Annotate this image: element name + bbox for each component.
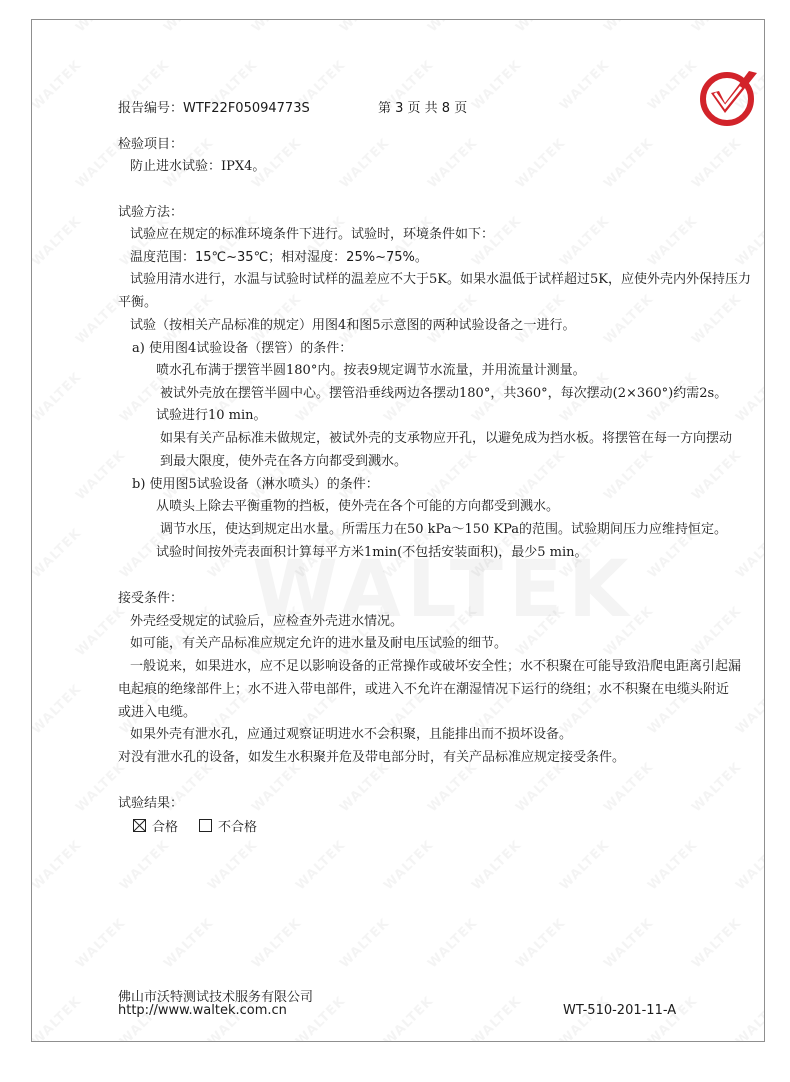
watermark-text bbox=[645, 214, 701, 270]
item-title: 检验项目： bbox=[118, 137, 184, 152]
watermark-text bbox=[513, 136, 569, 192]
watermark-text bbox=[73, 604, 129, 660]
accept-line: 如可能，有关产品标准应规定允许的进水量及耐电压试验的细节。 bbox=[130, 636, 508, 651]
watermark-text bbox=[337, 916, 393, 972]
method-line: 调节水压，使达到规定出水量。所需压力在50 kPa～150 KPa的范围。试验期间压力应维持恒定。 bbox=[160, 522, 728, 537]
watermark-text bbox=[32, 994, 84, 1041]
watermark-text bbox=[689, 760, 745, 816]
watermark-text bbox=[32, 526, 84, 582]
result-fail-label: 不合格 bbox=[218, 820, 258, 835]
method-line: 平衡。 bbox=[118, 295, 158, 310]
checked-box-icon[interactable] bbox=[133, 819, 146, 832]
watermark-text bbox=[337, 760, 393, 816]
watermark-text bbox=[161, 20, 217, 35]
watermark-text bbox=[32, 370, 84, 426]
watermark-text bbox=[601, 604, 657, 660]
result-title: 试验结果： bbox=[118, 796, 184, 811]
report-number: 报告编号：WTF22F05094773S bbox=[118, 101, 310, 116]
method-line: 试验应在规定的标准环境条件下进行。试验时，环境条件如下： bbox=[130, 227, 495, 242]
item-value: 防止进水试验：IPX4。 bbox=[130, 159, 266, 174]
watermark-text bbox=[733, 994, 764, 1041]
watermark-text bbox=[337, 136, 393, 192]
watermark-text bbox=[381, 838, 437, 894]
watermark-text bbox=[513, 760, 569, 816]
watermark-text bbox=[601, 760, 657, 816]
watermark-text bbox=[249, 916, 305, 972]
watermark-text bbox=[249, 20, 305, 35]
watermark-text bbox=[73, 20, 129, 35]
accept-line: 如果外壳有泄水孔，应通过观察证明进水不会积聚，且能排出而不损坏设备。 bbox=[130, 727, 573, 742]
report-page bbox=[31, 19, 765, 1042]
watermark-text bbox=[293, 838, 349, 894]
footer-company: 佛山市沃特测试技术服务有限公司 bbox=[118, 990, 314, 1005]
watermark-text bbox=[513, 604, 569, 660]
watermark-text bbox=[425, 448, 481, 504]
watermark-text bbox=[557, 838, 613, 894]
footer-form-number: WT-510-201-11-A bbox=[563, 1003, 677, 1018]
method-line: a) 使用图4试验设备（摆管）的条件： bbox=[132, 341, 353, 356]
watermark-text bbox=[733, 214, 764, 270]
accept-title: 接受条件： bbox=[118, 591, 184, 606]
watermark-text bbox=[645, 838, 701, 894]
method-line: 被试外壳放在摆管半圆中心。摆管沿垂线两边各摆动180°，共360°，每次摆动(2×360°)约需2s。 bbox=[160, 386, 728, 401]
watermark-text bbox=[601, 916, 657, 972]
accept-line: 电起痕的绝缘部件上；水不进入带电部件，或进入不允许在潮湿情况下运行的绕组；水不积聚在电缆头附近 bbox=[118, 682, 730, 697]
watermark-text bbox=[32, 838, 84, 894]
method-title: 试验方法： bbox=[118, 205, 184, 220]
watermark-text bbox=[32, 58, 84, 114]
result-fail-option[interactable] bbox=[199, 819, 257, 836]
watermark-text bbox=[601, 136, 657, 192]
watermark-text bbox=[689, 136, 745, 192]
watermark-text bbox=[689, 916, 745, 972]
method-line: 试验（按相关产品标准的规定）用图4和图5示意图的两种试验设备之一进行。 bbox=[130, 318, 576, 333]
watermark-text bbox=[469, 58, 525, 114]
watermark-text bbox=[689, 20, 745, 35]
watermark-text bbox=[117, 838, 173, 894]
footer-url[interactable]: http://www.waltek.com.cn bbox=[118, 1003, 287, 1018]
method-line: 到最大限度，使外壳在各方向都受到溅水。 bbox=[160, 454, 408, 469]
watermark-text bbox=[557, 214, 613, 270]
watermark-text bbox=[32, 214, 84, 270]
watermark-text bbox=[601, 292, 657, 348]
method-line: 喷水孔布满于摆管半圆180°内。按表9规定调节水流量，并用流量计测量。 bbox=[156, 363, 586, 378]
method-line: 试验用清水进行，水温与试验时试样的温差应不大于5K。如果水温低于试样超过5K，应使外壳内外保持压力 bbox=[130, 272, 751, 287]
watermark-text bbox=[513, 20, 569, 35]
accept-line: 一般说来，如果进水，应不足以影响设备的正常操作或破坏安全性；水不积聚在可能导致沿爬电距离引起漏 bbox=[130, 659, 742, 674]
result-pass-option[interactable] bbox=[133, 819, 178, 836]
method-line: b) 使用图5试验设备（淋水喷头）的条件： bbox=[132, 477, 379, 492]
accept-line: 或进入电缆。 bbox=[118, 705, 197, 720]
watermark-text bbox=[645, 58, 701, 114]
accept-line: 对没有泄水孔的设备，如发生水积聚并危及带电部分时，有关产品标准应规定接受条件。 bbox=[118, 750, 626, 765]
method-line: 温度范围：15℃~35℃；相对湿度：25%~75%。 bbox=[130, 250, 428, 265]
watermark-text bbox=[249, 760, 305, 816]
watermark-text bbox=[557, 58, 613, 114]
watermark-text bbox=[205, 838, 261, 894]
accept-line: 外壳经受规定的试验后，应检查外壳进水情况。 bbox=[130, 614, 404, 629]
waltek-check-logo-icon bbox=[697, 67, 763, 127]
watermark-text bbox=[689, 448, 745, 504]
watermark-text bbox=[513, 916, 569, 972]
watermark-text bbox=[32, 20, 40, 35]
watermark-text bbox=[513, 448, 569, 504]
watermark-text bbox=[32, 682, 84, 738]
watermark-text bbox=[601, 20, 657, 35]
watermark-text bbox=[337, 20, 393, 35]
watermark-text bbox=[733, 682, 764, 738]
watermark-text bbox=[733, 526, 764, 582]
watermark-text bbox=[601, 448, 657, 504]
watermark-text bbox=[689, 292, 745, 348]
watermark-text bbox=[425, 760, 481, 816]
watermark-text bbox=[733, 838, 764, 894]
watermark-text bbox=[469, 994, 525, 1041]
method-line: 试验时间按外壳表面积计算每平方米1min(不包括安装面积)，最少5 min。 bbox=[156, 545, 588, 560]
watermark-text bbox=[381, 994, 437, 1041]
unchecked-box-icon[interactable] bbox=[199, 819, 212, 832]
watermark-text bbox=[469, 838, 525, 894]
watermark-text bbox=[425, 136, 481, 192]
watermark-text bbox=[733, 370, 764, 426]
watermark-text bbox=[161, 916, 217, 972]
watermark-text bbox=[425, 20, 481, 35]
method-line: 试验进行10 min。 bbox=[156, 408, 267, 423]
watermark-text bbox=[73, 448, 129, 504]
method-line: 从喷头上除去平衡重物的挡板，使外壳在各个可能的方向都受到溅水。 bbox=[156, 499, 560, 514]
watermark-text bbox=[73, 916, 129, 972]
page-indicator: 第 3 页 共 8 页 bbox=[378, 101, 468, 116]
method-line: 如果有关产品标准未做规定，被试外壳的支承物应开孔，以避免成为挡水板。将摆管在每一方向摆动 bbox=[160, 431, 733, 446]
watermark-text bbox=[689, 604, 745, 660]
result-pass-label: 合格 bbox=[152, 820, 179, 835]
watermark-text bbox=[425, 916, 481, 972]
